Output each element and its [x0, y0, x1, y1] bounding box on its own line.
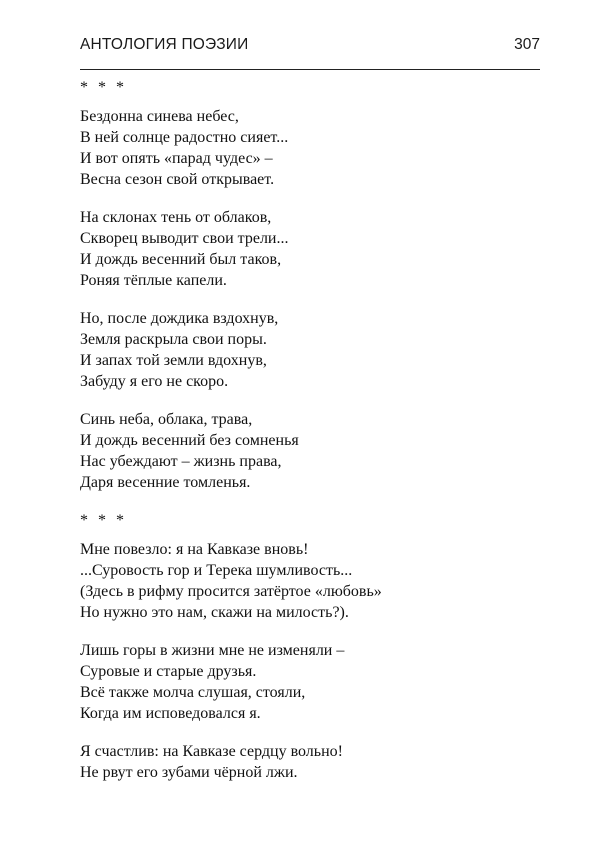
stanza	[80, 539, 550, 623]
verse-line: (Здесь в рифму просится затёртое «любовь»	[80, 583, 382, 600]
verse-line: ...Суровость гор и Терека шумливость...	[80, 562, 353, 579]
verse-line: В ней солнце радостно сияет...	[80, 129, 289, 146]
header-rule	[80, 69, 540, 70]
stanza	[80, 640, 550, 724]
verse-line: На склонах тень от облаков,	[80, 209, 272, 226]
stanza	[80, 308, 550, 392]
verse-line: Но, после дождика вздохнув,	[80, 310, 279, 327]
verse-line: Земля раскрыла свои поры.	[80, 331, 267, 348]
verse-line: И дождь весенний был таков,	[80, 251, 282, 268]
verse-line: Лишь горы в жизни мне не изменяли –	[80, 642, 345, 659]
verse-line: Мне повезло: я на Кавказе вновь!	[80, 541, 309, 558]
verse-line: Всё также молча слушая, стояли,	[80, 684, 306, 701]
verse-line: Бездонна синева небес,	[80, 108, 239, 125]
poem	[80, 510, 550, 783]
verse-line: И вот опять «парад чудес» –	[80, 150, 273, 167]
verse-line: И запах той земли вдохнув,	[80, 352, 267, 369]
verse-line: Не рвут его зубами чёрной лжи.	[80, 764, 298, 781]
verse-line: Забуду я его не скоро.	[80, 373, 229, 390]
verse-line: Скворец выводит свои трели...	[80, 230, 289, 247]
verse-line: Роняя тёплые капели.	[80, 272, 227, 289]
verse-line: Весна сезон свой открывает.	[80, 171, 275, 188]
poem-separator: * * *	[80, 79, 127, 96]
verse-line: Синь неба, облака, трава,	[80, 411, 253, 428]
running-head-title: АНТОЛОГИЯ ПОЭЗИИ	[80, 36, 249, 53]
stanza	[80, 106, 550, 190]
poem-text	[80, 77, 550, 800]
verse-line: Нас убеждают – жизнь права,	[80, 453, 282, 470]
verse-line: И дождь весенний без сомненья	[80, 432, 299, 449]
page-number: 307	[514, 36, 540, 53]
verse-line: Когда им исповедовался я.	[80, 705, 261, 722]
verse-line: Но нужно это нам, скажи на милость?).	[80, 604, 349, 621]
stanza	[80, 207, 550, 291]
stanza	[80, 741, 550, 783]
poem	[80, 77, 550, 493]
verse-line: Даря весенние томленья.	[80, 474, 251, 491]
verse-line: Я счастлив: на Кавказе сердцу вольно!	[80, 743, 343, 760]
poem-separator: * * *	[80, 512, 127, 529]
stanza	[80, 409, 550, 493]
verse-line: Суровые и старые друзья.	[80, 663, 257, 680]
